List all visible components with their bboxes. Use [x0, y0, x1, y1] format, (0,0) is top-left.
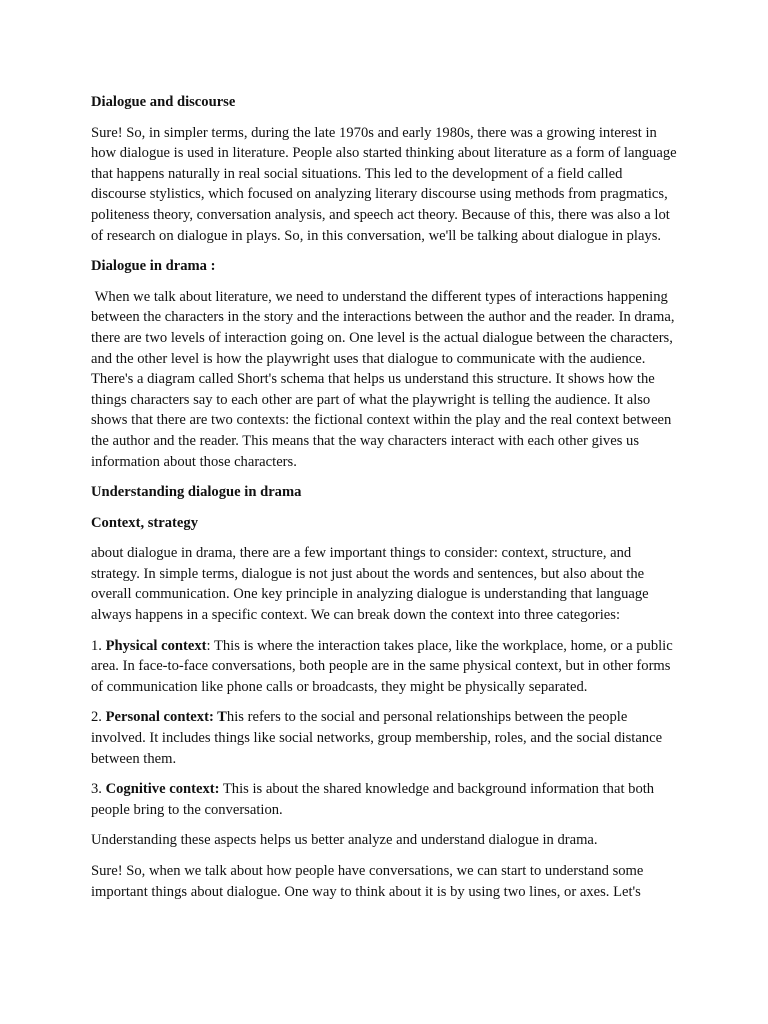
- list-item-label: Physical context: [105, 637, 207, 654]
- list-item-text: : This is where the interaction takes place, like the workplace, home, or a public area. In face-to-face conversations, both people are in the same physical context, but in other forms of communication like phone calls or broadcasts, they might be physically separated.: [91, 637, 673, 695]
- section-heading-dialogue-and-discourse: Dialogue and discourse: [91, 94, 236, 110]
- paragraph-conversation-axes: Sure! So, when we talk about how people have conversations, we can start to understand some important things about dialogue. One way to think about it is by using two lines, or axes. Let's: [91, 863, 644, 900]
- list-item-label: Cognitive context:: [105, 781, 220, 798]
- list-item-text: This is about the shared knowledge and background information that both people bring to the conversation.: [91, 781, 658, 818]
- paragraph-understanding-aspects: Understanding these aspects helps us better analyze and understand dialogue in drama.: [91, 832, 598, 849]
- paragraph-dialogue-in-drama: When we talk about literature, we need to understand the different types of interactions happening between the characters in the story and the interactions between the author and the reader. In drama, there are two levels of interaction going on. One level is the actual dialogue between the characters, and the other level is how the playwright uses that dialogue to communicate with the audience. There's a diagram called Short's schema that helps us understand this structure. It shows how the things characters say to each other are part of what the playwright is telling the audience. It also shows that there are two contexts: the fictional context within the play and the real context between the author and the reader. This means that the way characters interact with each other gives us information about those characters.: [91, 288, 679, 470]
- list-item-personal-context: [91, 707, 678, 769]
- section-heading-dialogue-in-drama: Dialogue in drama :: [91, 258, 216, 275]
- list-item-label: Personal context: T: [105, 709, 227, 726]
- section-heading-context-strategy: Context, strategy: [91, 514, 198, 531]
- list-item-number: 3.: [91, 781, 106, 798]
- list-item-physical-context: [91, 636, 678, 698]
- list-item-text: his refers to the social and personal relationships between the people involved. It includes things like social networks, group membership, roles, and the social distance between them.: [91, 709, 663, 767]
- list-item-cognitive-context: [91, 779, 678, 820]
- paragraph-context-intro: about dialogue in drama, there are a few important things to consider: context, structure, and strategy. In simple terms, dialogue is not just about the words and sentences, but also about the overall communication. One key principle in analyzing dialogue is understanding that language always happens in a specific context. We can break down the context into three categories:: [91, 545, 649, 624]
- list-item-number: 2.: [91, 709, 106, 726]
- paragraph-discourse-intro: Sure! So, in simpler terms, during the late 1970s and early 1980s, there was a growing interest in how dialogue is used in literature. People also started thinking about literature as a form of language that happens naturally in real social situations. This led to the development of a field called discourse stylistics, which focused on analyzing literary discourse using methods from pragmatics, politeness theory, conversation analysis, and speech act theory. Because of this, there was also a lot of research on dialogue in plays. So, in this conversation, we'll be talking about dialogue in plays.: [91, 124, 677, 244]
- list-item-number: 1.: [91, 637, 106, 654]
- section-heading-understanding-dialogue: Understanding dialogue in drama: [91, 484, 302, 501]
